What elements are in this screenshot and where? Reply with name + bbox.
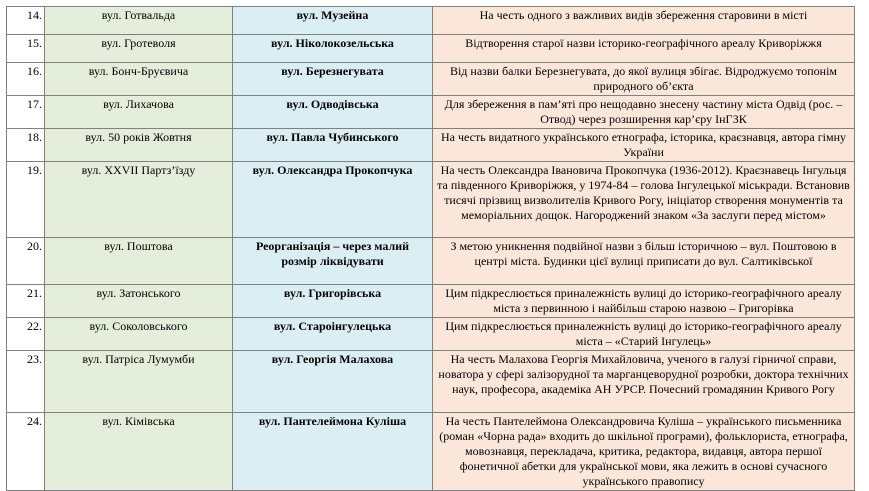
row-number: 22. — [7, 318, 45, 351]
renaming-reason: Від назви балки Березнегувата, до якої вулиця збігає. Відроджуємо топонім природного об’єкта — [433, 63, 855, 96]
street-renaming-table — [6, 6, 855, 491]
table-row — [7, 238, 855, 285]
renaming-reason: Для збереження в пам’яті про нещодавно знесену частину міста Одвід (рос. – Отвод) через розширення кар’єру ІнГЗК — [433, 96, 855, 129]
renaming-reason: Цим підкреслюється приналежність вулиці до історико-географічного ареалу міста – «Старий Інгулець» — [433, 318, 855, 351]
table-row — [7, 285, 855, 318]
renaming-reason: На честь Олександра Івановича Прокопчука (1936-2012). Краєзнавець Інгульця та південного Криворіжжя, у 1974-84 – голова Інгулецької міськради. Встановив тисячі прізвищ визволителів Кривого Рогу, ініціатор створення монументів та меморіальних дощок. Нагороджений знаком «За заслуги перед містом» — [433, 162, 855, 238]
renaming-reason: На честь одного з важливих видів збереження старовини в місті — [433, 7, 855, 35]
new-street-name: вул. Музейна — [233, 7, 433, 35]
row-number: 17. — [7, 96, 45, 129]
old-street-name: вул. Кімівська — [45, 413, 233, 491]
table-row — [7, 351, 855, 413]
old-street-name: вул. Поштова — [45, 238, 233, 285]
old-street-name: вул. XXVII Партз’їзду — [45, 162, 233, 238]
new-street-name: вул. Березнегувата — [233, 63, 433, 96]
new-street-name: вул. Олександра Прокопчука — [233, 162, 433, 238]
new-street-name: вул. Одводівська — [233, 96, 433, 129]
old-street-name: вул. Лихачова — [45, 96, 233, 129]
row-number: 21. — [7, 285, 45, 318]
renaming-reason: На честь видатного українського етнографа, історика, краєзнавця, автора гімну України — [433, 129, 855, 162]
row-number: 24. — [7, 413, 45, 491]
new-street-name: вул. Ніколокозельська — [233, 35, 433, 63]
row-number: 20. — [7, 238, 45, 285]
row-number: 16. — [7, 63, 45, 96]
row-number: 23. — [7, 351, 45, 413]
table-row — [7, 96, 855, 129]
renaming-reason: На честь Пантелеймона Олександровича Куліша – українського письменника (роман «Чорна рада» входить до шкільної програми), фольклориста, етнографа, мовознавця, перекладача, критика, редактора, видавця, автора першої фонетичної абетки для української мови, яка лежить в основі сучасного українського правопису — [433, 413, 855, 491]
new-street-name: вул. Георгія Малахова — [233, 351, 433, 413]
table-row — [7, 35, 855, 63]
row-number: 19. — [7, 162, 45, 238]
renaming-reason: Відтворення старої назви історико-географічного ареалу Криворіжжя — [433, 35, 855, 63]
row-number: 14. — [7, 7, 45, 35]
old-street-name: вул. Соколовського — [45, 318, 233, 351]
renaming-reason: З метою уникнення подвійної назви з більш історичною – вул. Поштовою в центрі міста. Будинки цієї вулиці приписати до вул. Салтиківської — [433, 238, 855, 285]
old-street-name: вул. Гротеволя — [45, 35, 233, 63]
new-street-name: вул. Староінгулецька — [233, 318, 433, 351]
table-row — [7, 7, 855, 35]
row-number: 18. — [7, 129, 45, 162]
table-row — [7, 318, 855, 351]
new-street-name: Реорганізація – через малий розмір ліквідувати — [233, 238, 433, 285]
old-street-name: вул. Патріса Лумумби — [45, 351, 233, 413]
old-street-name: вул. Затонського — [45, 285, 233, 318]
old-street-name: вул. Готвальда — [45, 7, 233, 35]
renaming-reason: На честь Малахова Георгія Михайловича, ученого в галузі гірничої справи, новатора у сфері залізорудної та марганцеворудної розробки, доктора технічних наук, професора, академіка АН УРСР. Почесний громадянин Кривого Рогу — [433, 351, 855, 413]
new-street-name: вул. Павла Чубинського — [233, 129, 433, 162]
new-street-name: вул. Григорівська — [233, 285, 433, 318]
renaming-reason: Цим підкреслюється приналежність вулиці до історико-географічного ареалу міста з первинною і найбільш старою назвою – Григорівка — [433, 285, 855, 318]
old-street-name: вул. 50 років Жовтня — [45, 129, 233, 162]
new-street-name: вул. Пантелеймона Куліша — [233, 413, 433, 491]
table-row — [7, 63, 855, 96]
table-row — [7, 129, 855, 162]
row-number: 15. — [7, 35, 45, 63]
table-row — [7, 413, 855, 491]
old-street-name: вул. Бонч-Бруєвича — [45, 63, 233, 96]
table-row — [7, 162, 855, 238]
